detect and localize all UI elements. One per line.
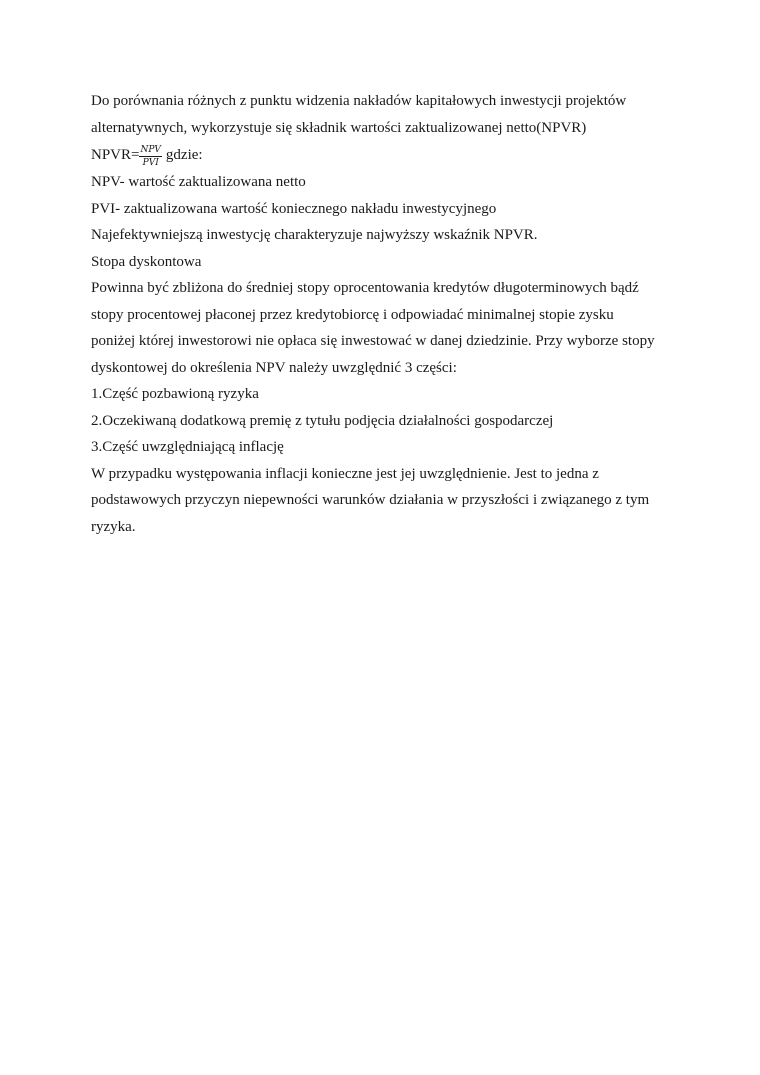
list-item: 3.Część uwzględniającą inflację <box>91 439 284 455</box>
inflation-paragraph-line-2: podstawowych przyczyn niepewności warunków działania w przyszłości i związanego z tym <box>91 492 650 508</box>
formula-fraction <box>139 145 161 168</box>
formula-rhs: gdzie: <box>165 146 203 163</box>
discount-paragraph-line-2: stopy procentowej płaconej przez kredytobiorcę i odpowiadać minimalnej stopie zysku <box>91 306 614 323</box>
discount-paragraph-line-4: dyskontowej do określenia NPV należy uwzględnić 3 części: <box>91 359 457 376</box>
document-page <box>91 88 691 540</box>
formula-lhs: NPVR= <box>91 146 140 163</box>
inflation-paragraph-line-3: ryzyka. <box>91 518 136 535</box>
definition-npv: NPV- wartość zaktualizowana netto <box>91 174 306 190</box>
discount-paragraph-line-1: Powinna być zbliżona do średniej stopy oprocentowania kredytów długoterminowych bądź <box>91 280 639 296</box>
formula-denominator: PVI <box>142 157 159 168</box>
npvr-conclusion: Najefektywniejszą inwestycję charakteryzuje najwyższy wskaźnik NPVR. <box>91 227 538 243</box>
section-heading-discount-rate: Stopa dyskontowa <box>91 253 202 270</box>
definition-pvi: PVI- zaktualizowana wartość koniecznego nakładu inwestycyjnego <box>91 200 497 217</box>
npvr-formula <box>91 141 691 169</box>
formula-numerator: NPV <box>140 144 161 155</box>
inflation-paragraph-line-1: W przypadku występowania inflacji konieczne jest jej uwzględnienie. Jest to jedna z <box>91 465 599 482</box>
intro-line-1: Do porównania różnych z punktu widzenia nakładów kapitałowych inwestycji projektów <box>91 93 627 109</box>
intro-line-2: alternatywnych, wykorzystuje się składnik wartości zaktualizowanej netto(NPVR) <box>91 119 587 136</box>
list-item: 1.Część pozbawioną ryzyka <box>91 386 259 402</box>
discount-paragraph-line-3: poniżej której inwestorowi nie opłaca się inwestować w danej dziedzinie. Przy wyborze stopy <box>91 333 655 349</box>
list-item: 2.Oczekiwaną dodatkową premię z tytułu podjęcia działalności gospodarczej <box>91 412 554 429</box>
